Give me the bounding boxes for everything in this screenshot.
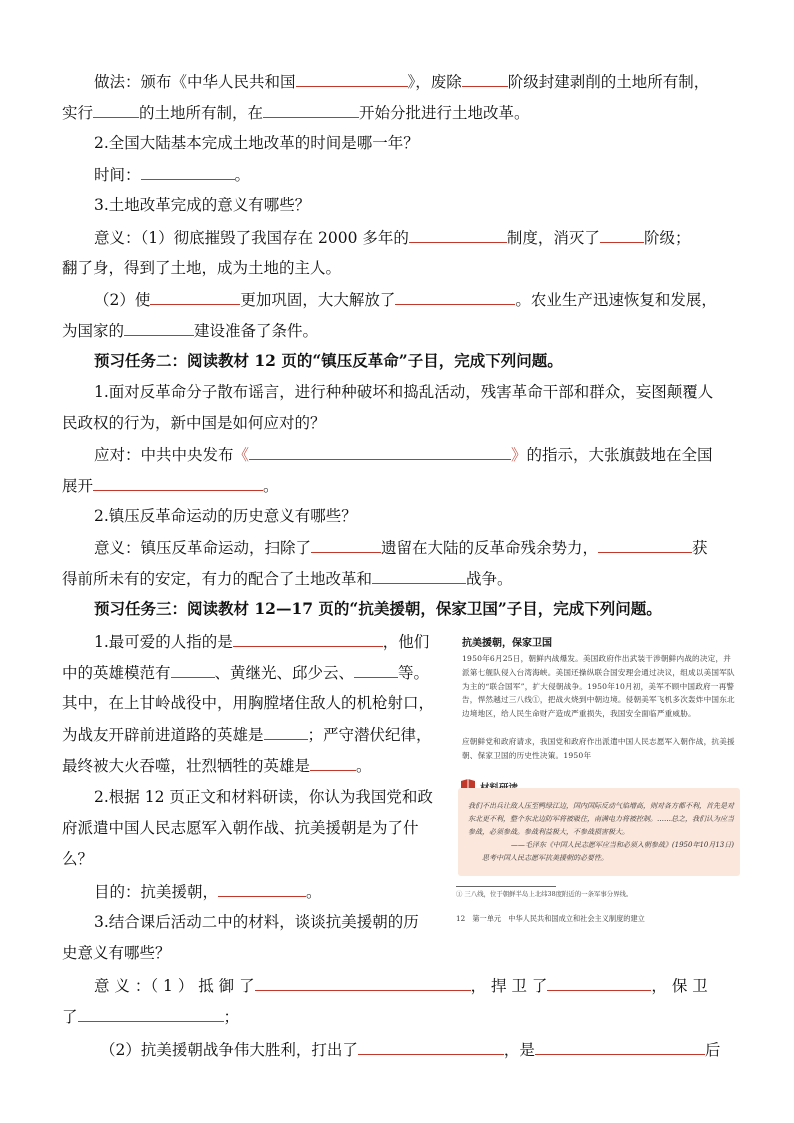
line-response: 应对：中共中央发布《 》的指示，大张旗鼓地在全国	[94, 443, 713, 466]
blank-landlord[interactable]	[600, 226, 644, 243]
textbook-excerpt	[452, 632, 742, 932]
blank-hero-1[interactable]	[171, 661, 215, 678]
line-k8: 么？	[62, 850, 94, 868]
blank-purpose[interactable]	[218, 880, 306, 897]
task-3-heading: 预习任务三：阅读教材 12—17 页的“抗美援朝，保家卫国”子目，完成下列问题。	[94, 599, 662, 618]
question-r1: 1.面对反革命分子散布谣言，进行种种破坏和捣乱活动，残害革命干部和群众，妄图颠覆人	[94, 383, 714, 401]
blank-defend[interactable]	[547, 974, 651, 991]
blank-after[interactable]	[535, 1038, 705, 1055]
line-meaning-2: 翻了身，得到了土地，成为土地的主人。	[62, 259, 342, 277]
blank-time[interactable]	[141, 163, 235, 180]
line-k2: 中的英雄模范有 、黄继光、邱少云、 等。	[62, 661, 429, 684]
line-meaning-4: 为国家的 建设准备了条件。	[62, 319, 318, 342]
line-k1: 1.最可爱的人指的是 ，他们	[94, 630, 429, 653]
blank-land-law[interactable]	[296, 70, 408, 87]
question-r1-cont: 民政权的行为，新中国是如何应对的？	[62, 414, 326, 432]
line-r-meaning-2: 得前所未有的安定，有力的配合了土地改革和 战争。	[62, 567, 513, 590]
blank-war[interactable]	[372, 567, 466, 584]
blank-regime[interactable]	[150, 288, 240, 305]
blank-huang[interactable]	[264, 723, 308, 740]
blank-qiu[interactable]	[310, 754, 356, 771]
blank-prestige[interactable]	[358, 1038, 504, 1055]
line-y2: 了 ；	[62, 1005, 239, 1028]
excerpt-paragraph-1: 1950年6月25日，朝鲜内战爆发。美国政府作出武装干涉朝鲜内战的决定，并派第七舰队侵入台湾海峡。美国还操纵联合国安理会通过决议，组成以美国军队为主的“联合国军”，扩大侵朝战争。1950年10月初，美军不顾中国政府一再警告，悍然越过三八线①，把战火烧到中朝边境。侵朝美军飞机多次轰炸中国东北边境地区，给人民生命财产造成严重损失，我国安全面临严重威胁。	[462, 654, 735, 719]
question-2: 2.全国大陆基本完成土地改革的时间是哪一年？	[94, 134, 419, 152]
line-time: 时间： 。	[94, 163, 250, 186]
footnote: ① 三八线，位于朝鲜半岛上北纬38度附近的一条军事分界线。	[456, 886, 556, 898]
blank-kmt[interactable]	[311, 536, 381, 553]
blank-region[interactable]	[263, 101, 359, 118]
excerpt-title: 抗美援朝，保家卫国	[462, 638, 552, 649]
task-2-heading: 预习任务二：阅读教材 12 页的“镇压反革命”子目，完成下列问题。	[94, 351, 563, 370]
blank-industrialization[interactable]	[124, 319, 194, 336]
line-r-meaning: 意义：镇压反革命运动，扫除了 遗留在大陆的反革命残余势力， 获	[94, 536, 708, 559]
blank-aggression[interactable]	[255, 974, 471, 991]
line-k11: 史意义有哪些？	[62, 944, 171, 962]
line-k10: 3.结合课后活动二中的材料，谈谈抗美援朝的历	[94, 913, 419, 931]
blank-campaign[interactable]	[93, 474, 263, 491]
line-y1: 意 义 ：（ 1 ） 抵 御 了 ， 捍 卫 了 ， 保 卫	[94, 974, 708, 997]
line-k7: 府派遣中国人民志愿军入朝作战、抗美援朝是为了什	[62, 819, 419, 837]
blank-productivity[interactable]	[395, 288, 515, 305]
line-response-2: 展开 。	[62, 474, 279, 497]
blank-class[interactable]	[462, 70, 508, 87]
line-k6: 2.根据 12 页正文和材料研读，你认为我国党和政	[94, 788, 433, 806]
blank-system[interactable]	[409, 226, 507, 243]
line-method-2: 实行 的土地所有制，在 开始分批进行土地改革。	[62, 101, 530, 124]
blank-ownership[interactable]	[93, 101, 139, 118]
blank-protect[interactable]	[78, 1005, 224, 1022]
page-footer: 12 第一单元 中华人民共和国成立和社会主义制度的建立	[456, 914, 645, 923]
line-k5: 最终被大火吞噬，壮烈牺牲的英雄是 。	[62, 754, 372, 777]
line-y3: （2）抗美援朝战争伟大胜利，打出了 ，是 后	[100, 1038, 720, 1061]
line-meaning-3: （2）使 更加巩固，大大解放了 。农业生产迅速恢复和发展，	[94, 288, 717, 311]
question-r2: 2.镇压反革命运动的历史意义有哪些？	[94, 507, 357, 525]
blank-society[interactable]	[598, 536, 692, 553]
blank-loveliest[interactable]	[233, 630, 383, 647]
line-k3: 其中，在上甘岭战役中，用胸膛堵住敌人的机枪射口，	[62, 694, 435, 712]
material-text: 我们不出兵让敌人压至鸭绿江边，国内国际反动气焰增高，则对各方都不利，首先是对东北更不利，整个东北边防军将被吸住，南满电力将被控制。……总之，我们认为应当参战，必须参战。参战利益极大，不参战损害极大。 ——毛泽东《中国人民志愿军应当和必须入朝参战》(1950年10月13日) 思考中国人民志愿军抗美援朝的必要性。	[468, 802, 734, 862]
line-k4: 为战友开辟前进道路的英雄是 ；严守潜伏纪律，	[62, 723, 432, 746]
question-3: 3.土地改革完成的意义有哪些？	[94, 196, 311, 214]
line-method: 做法：颁布《中华人民共和国 》，废除 阶级封建剥削的土地所有制，	[94, 70, 709, 93]
excerpt-paragraph-2: 应朝鲜党和政府请求，我国党和政府作出派遣中国人民志愿军入朝作战，抗美援朝、保家卫国的历史性决策。1950年	[462, 737, 735, 760]
blank-hero-2[interactable]	[354, 661, 398, 678]
blank-directive[interactable]	[249, 443, 511, 460]
line-k9: 目的：抗美援朝， 。	[94, 880, 322, 903]
line-meaning-1: 意义：（1）彻底摧毁了我国存在 2000 多年的 制度，消灭了 阶级；	[94, 226, 690, 249]
